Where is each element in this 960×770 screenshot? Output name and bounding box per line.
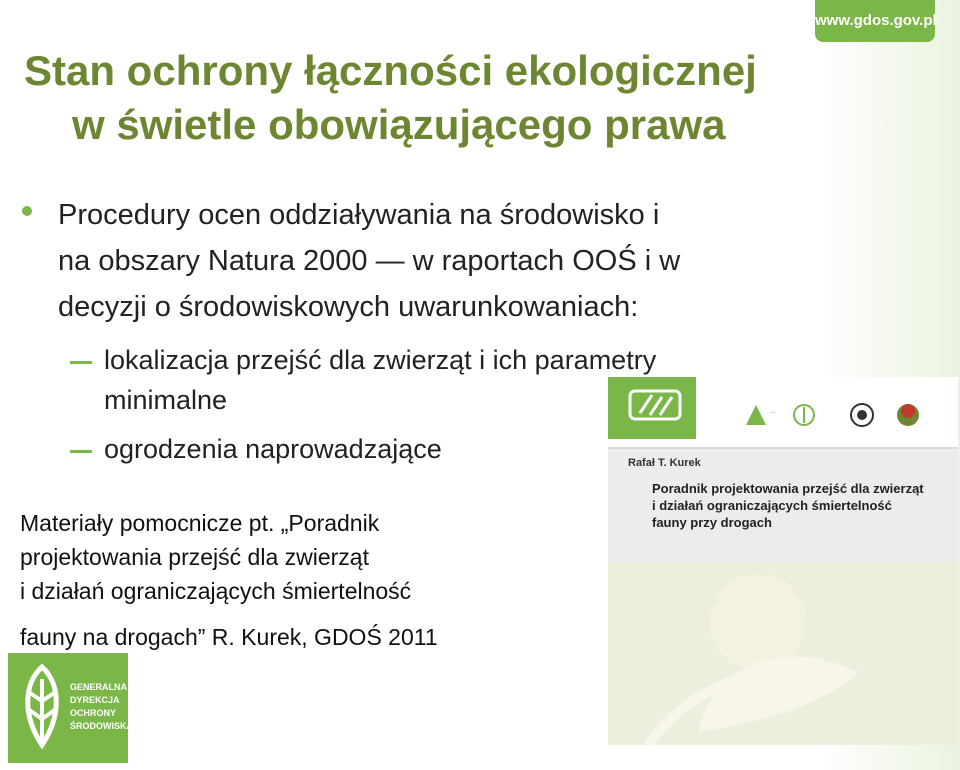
website-url-tab[interactable]: www.gdos.gov.pl <box>815 0 935 42</box>
leaf-icon <box>12 653 72 763</box>
sub-item-1-line-1: lokalizacja przejść dla zwierząt i ich parametry <box>104 345 657 375</box>
logo-text <box>70 681 133 733</box>
book-crossing-logo <box>608 377 696 439</box>
logo-line-2: DYREKCJA <box>70 695 120 705</box>
logo-line-3: OCHRONY <box>70 708 117 718</box>
bullet-line-1: Procedury ocen oddziaływania na środowisko i <box>58 199 660 231</box>
book-title <box>652 480 942 531</box>
materials-text <box>20 506 580 654</box>
book-title-line-3: fauny przy drogach <box>652 515 772 530</box>
materials-line-1: Materiały pomocnicze pt. „Poradnik <box>20 510 380 536</box>
bullet-line-2: na obszary Natura 2000 — w raportach OOŚ i w <box>58 245 681 277</box>
slide-title <box>24 44 824 152</box>
logo-line-1: GENERALNA <box>70 682 128 692</box>
svg-text:…: … <box>770 409 776 415</box>
sub-item-1-line-2: minimalne <box>104 385 228 415</box>
materials-line-4: fauny na drogach” R. Kurek, GDOŚ 2011 <box>20 624 438 650</box>
book-cover-image <box>608 377 958 745</box>
materials-line-3: i działań ograniczających śmiertelność <box>20 578 412 604</box>
main-bullet <box>58 192 818 330</box>
book-title-line-1: Poradnik projektowania przejść dla zwierząt <box>652 481 924 496</box>
wildlife-crossing-icon <box>608 377 696 439</box>
gdos-logo <box>8 653 133 763</box>
book-title-line-2: i działań ograniczających śmiertelność <box>652 498 892 513</box>
book-cover-header <box>608 377 958 449</box>
bullet-line-3: decyzji o środowiskowych uwarunkowaniach: <box>58 291 639 323</box>
materials-line-2: projektowania przejść dla zwierząt <box>20 544 369 570</box>
bullet-dot-icon <box>22 206 32 216</box>
logo-line-4: ŚRODOWISKA <box>70 721 133 731</box>
leaf-illustration-icon <box>608 562 958 745</box>
title-line-2: w świetle obowiązującego prawa <box>72 101 726 148</box>
book-cover-illustration <box>608 562 958 745</box>
title-line-1: Stan ochrony łączności ekologicznej <box>24 47 757 94</box>
partner-logos-icon <box>738 397 958 437</box>
sub-item-2-line-1: ogrodzenia naprowadzające <box>104 434 442 464</box>
book-author: Rafał T. Kurek <box>628 457 701 469</box>
